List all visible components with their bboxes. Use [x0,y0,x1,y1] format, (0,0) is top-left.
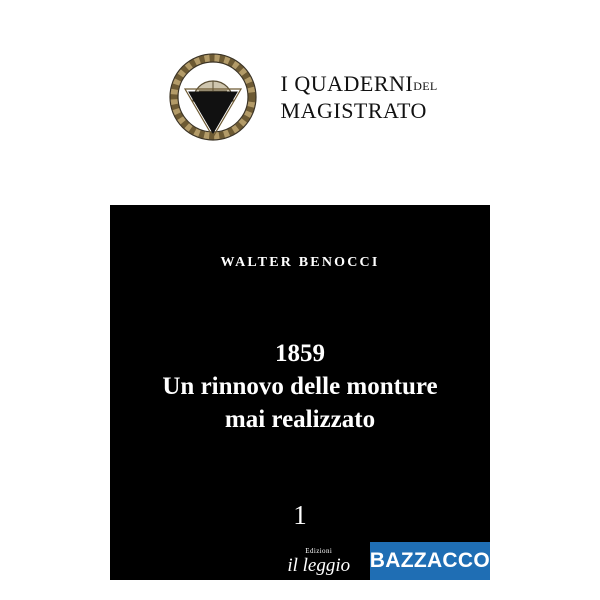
masthead-line-2: MAGISTRATO [280,98,427,123]
title-line-3: mai realizzato [224,406,376,433]
publisher-bar [110,542,490,580]
masthead-text [281,72,438,122]
publisher-bar-spacer [110,542,268,580]
book-title [110,337,490,436]
masthead-line-1 [281,72,438,95]
publisher-logo [268,542,370,580]
publisher-imprint-small: Edizioni [305,546,333,555]
title-line-1: 1859 [275,340,325,367]
publisher-partner-name: BAZZACCO [369,549,490,572]
magistrato-emblem-icon [163,47,263,147]
publisher-partner-badge [370,542,490,580]
author-name: WALTER BENOCCI [220,255,380,270]
masthead [0,42,600,152]
issue-number: 1 [293,500,307,530]
masthead-line-1-small: DEL [413,78,438,93]
masthead-line-1-main: I QUADERNI [280,70,414,96]
publisher-imprint-name: il leggio [287,554,351,576]
title-line-2: Un rinnovo delle monture [162,373,438,400]
cover-panel [110,205,490,580]
